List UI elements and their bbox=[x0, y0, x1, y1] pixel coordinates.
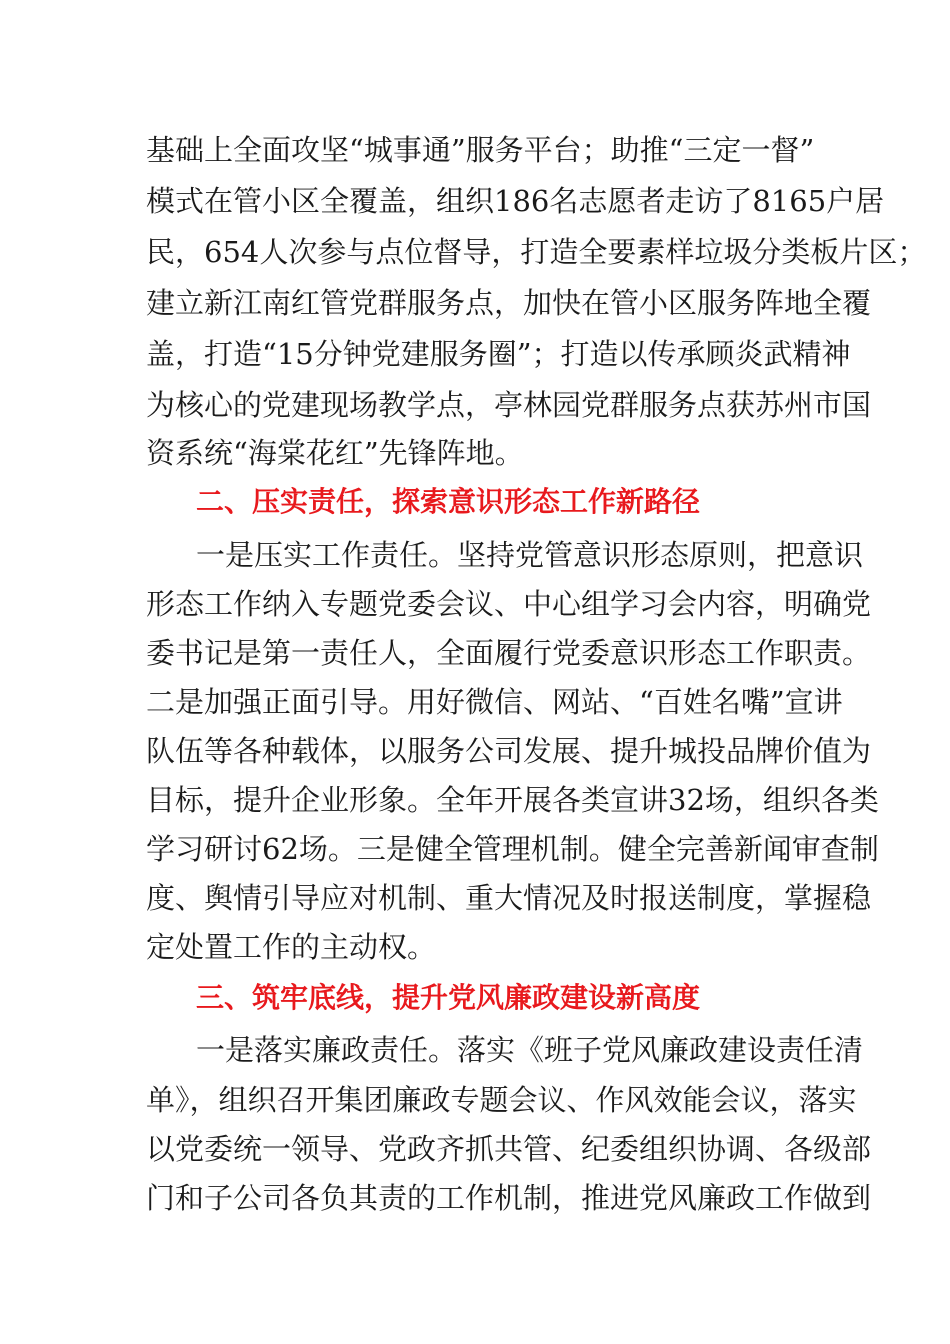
paragraph-1-line-7: 资系统“海棠花红”先锋阵地。 bbox=[146, 436, 524, 470]
paragraph-1-line-3: 民，654人次参与点位督导，打造全要素样垃圾分类板片区； bbox=[146, 235, 927, 269]
paragraph-3-line-4: 门和子公司各负其责的工作机制，推进党风廉政工作做到 bbox=[146, 1181, 872, 1215]
paragraph-1-line-1: 基础上全面攻坚“城事通”服务平台；助推“三定一督” bbox=[146, 133, 815, 167]
paragraph-2-line-3: 委书记是第一责任人，全面履行党委意识形态工作职责。 bbox=[146, 636, 872, 670]
paragraph-1-line-2: 模式在管小区全覆盖，组织186名志愿者走访了8165户居 bbox=[146, 184, 885, 218]
paragraph-3-line-2: 单》，组织召开集团廉政专题会议、作风效能会议，落实 bbox=[146, 1083, 857, 1117]
paragraph-2-line-8: 度、舆情引导应对机制、重大情况及时报送制度，掌握稳 bbox=[146, 881, 872, 915]
section-heading-3: 三、筑牢底线，提升党风廉政建设新高度 bbox=[196, 981, 701, 1014]
paragraph-3-line-3: 以党委统一领导、党政齐抓共管、纪委组织协调、各级部 bbox=[146, 1132, 872, 1166]
paragraph-2-line-9: 定处置工作的主动权。 bbox=[146, 930, 437, 964]
paragraph-1-line-6: 为核心的党建现场教学点，亭林园党群服务点获苏州市国 bbox=[146, 388, 872, 422]
paragraph-2-line-2: 形态工作纳入专题党委会议、中心组学习会内容，明确党 bbox=[146, 587, 872, 621]
section-heading-2: 二、压实责任，探索意识形态工作新路径 bbox=[196, 485, 701, 518]
paragraph-2-line-1: 一是压实工作责任。坚持党管意识形态原则，把意识 bbox=[196, 538, 864, 572]
paragraph-2-line-6: 目标，提升企业形象。全年开展各类宣讲32场，组织各类 bbox=[146, 783, 879, 817]
paragraph-1-line-5: 盖，打造“15分钟党建服务圈”；打造以传承顾炎武精神 bbox=[146, 337, 851, 371]
paragraph-2-line-4: 二是加强正面引导。用好微信、网站、“百姓名嘴”宣讲 bbox=[146, 685, 843, 719]
paragraph-2-line-7: 学习研讨62场。三是健全管理机制。健全完善新闻审查制 bbox=[146, 832, 879, 866]
paragraph-1-line-4: 建立新江南红管党群服务点，加快在管小区服务阵地全覆 bbox=[146, 286, 872, 320]
paragraph-3-line-1: 一是落实廉政责任。落实《班子党风廉政建设责任清 bbox=[196, 1033, 864, 1067]
paragraph-2-line-5: 队伍等各种载体，以服务公司发展、提升城投品牌价值为 bbox=[146, 734, 872, 768]
